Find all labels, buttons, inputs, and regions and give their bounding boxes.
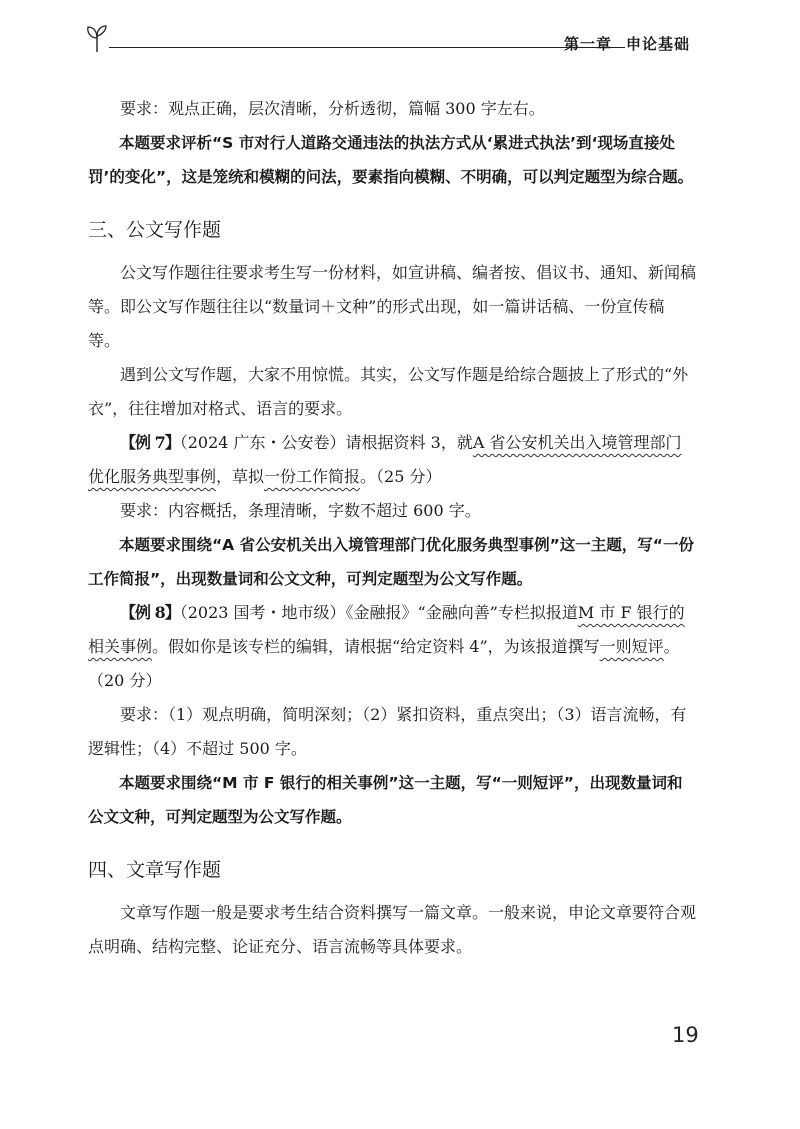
analysis-text: 本题要求围绕“M 市 F 银行的相关事例”这一主题，写“一则短评”，出现数量词和公文文种，可判定题型为公文写作题。 <box>88 774 683 826</box>
section-heading-3: 三、公文写作题 <box>88 219 222 241</box>
chapter-name: 申论基础 <box>625 35 690 53</box>
chapter-title <box>564 33 690 54</box>
example-source: （2024 广东・公安卷）请根据资料 3，就 <box>179 433 473 452</box>
example-topic: A 省公安机关出入境管理部门优化服务典型事例 <box>88 433 682 486</box>
requirement-text: 要求：内容概括，条理清晰，字数不超过 600 字。 <box>120 501 481 520</box>
example-mark-open: 【 <box>120 433 136 452</box>
paragraph: 公文写作题往往要求考生写一份材料，如宣讲稿、编者按、倡议书、通知、新闻稿等。即公文写作题往往以“数量词＋文种”的形式出现，如一篇讲话稿、一份宣传稿等。 <box>88 263 697 350</box>
example-text: ，草拟 <box>216 467 265 486</box>
example-mark-close: 】 <box>164 603 180 622</box>
example-score: 。（25 分） <box>360 467 442 486</box>
example-genre: 一份工作简报 <box>264 467 361 486</box>
page-number: 19 <box>672 1023 699 1047</box>
requirement-text: 要求：观点正确，层次清晰，分析透彻，篇幅 300 字左右。 <box>120 99 545 118</box>
chapter-number: 第一章 <box>563 35 612 53</box>
header-rule <box>109 47 625 48</box>
analysis-text: 本题要求评析“S 市对行人道路交通违法的执法方式从‘累进式执法’到‘现场直接处罚’的变化”，这是笼统和模糊的问法，要素指向模糊、不明确，可以判定题型为综合题。 <box>88 134 694 186</box>
example-label: 例 7 <box>135 433 165 452</box>
requirement-text: 要求：（1）观点明确，简明深刻；（2）紧扣资料，重点突出；（3）语言流畅，有逻辑性；（4）不超过 500 字。 <box>88 705 687 758</box>
example-text: 。假如你是该专栏的编辑，请根据“给定资料 4”，为该报道撰写 <box>152 637 600 656</box>
section-heading-4: 四、文章写作题 <box>88 859 222 881</box>
example-genre: 一则短评 <box>599 637 664 656</box>
example-mark-close: 】 <box>164 433 180 452</box>
page-body <box>88 92 696 964</box>
example-label: 例 8 <box>135 603 165 622</box>
example-score: 。（20 分） <box>88 637 680 690</box>
sprout-icon <box>85 22 109 52</box>
paragraph: 遇到公文写作题，大家不用惊慌。其实，公文写作题是给综合题披上了形式的“外衣”，往往增加对格式、语言的要求。 <box>88 365 689 418</box>
example-source: （2023 国考・地市级）《金融报》“金融向善”专栏拟报道 <box>179 603 578 622</box>
example-topic: M 市 F 银行的相关事例 <box>88 603 685 656</box>
example-8 <box>88 596 696 698</box>
example-mark-open: 【 <box>120 603 136 622</box>
analysis-text: 本题要求围绕“A 省公安机关出入境管理部门优化服务典型事例”这一主题，写“一份工作简报”，出现数量词和公文文种，可判定题型为公文写作题。 <box>88 536 694 588</box>
paragraph: 文章写作题一般是要求考生结合资料撰写一篇文章。一般来说，申论文章要符合观点明确、结构完整、论证充分、语言流畅等具体要求。 <box>88 903 697 956</box>
example-7 <box>88 426 696 494</box>
running-header <box>85 22 695 56</box>
